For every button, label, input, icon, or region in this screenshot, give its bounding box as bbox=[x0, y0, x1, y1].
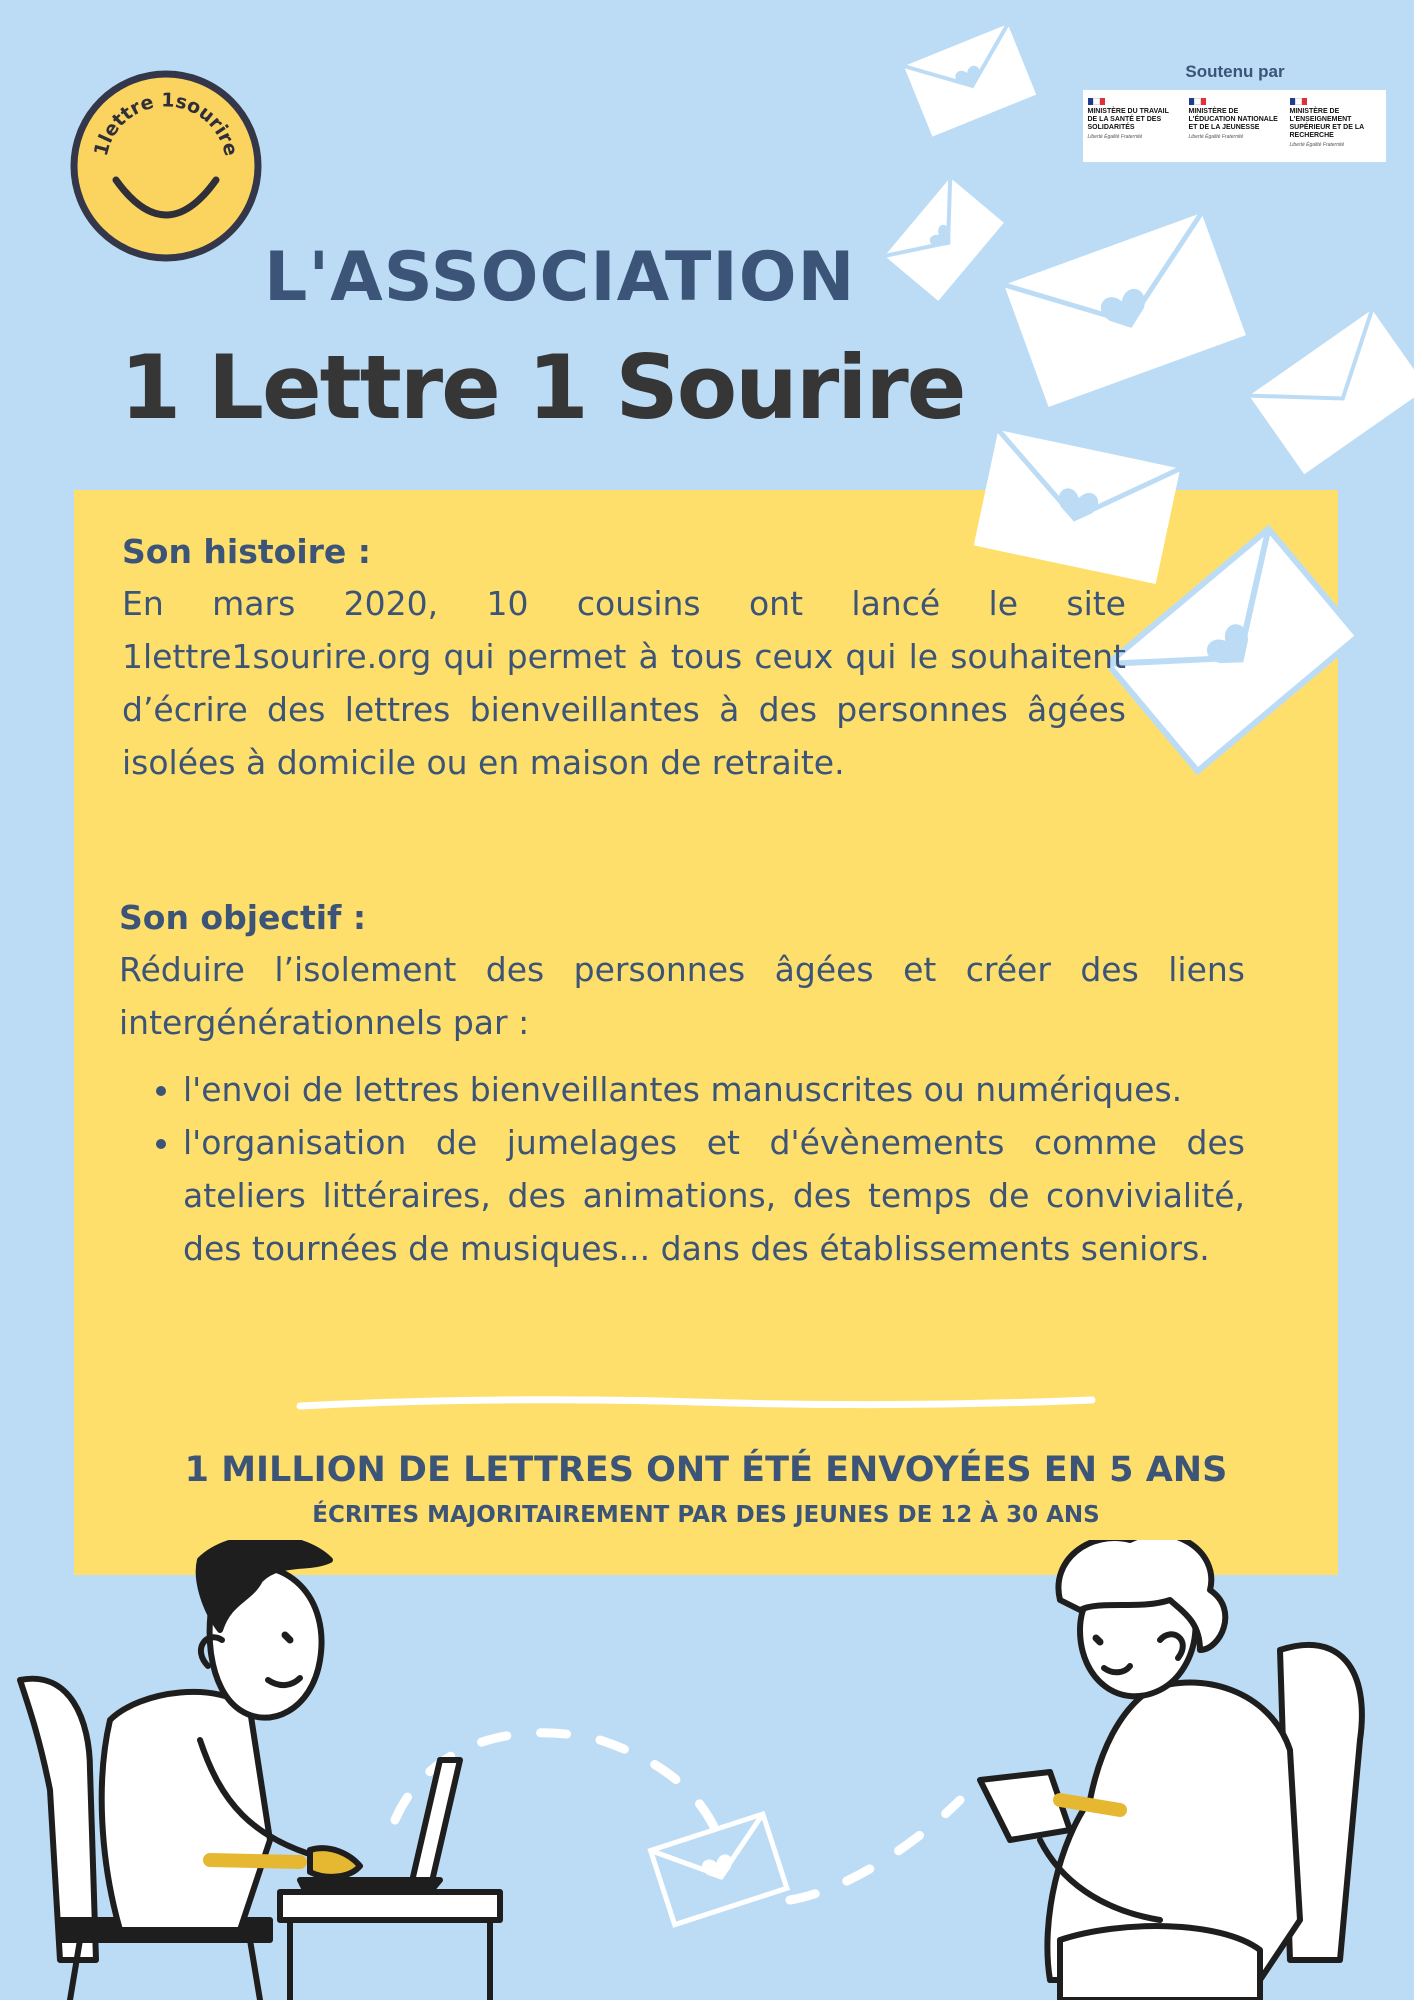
envelope-icon bbox=[990, 205, 1260, 415]
objectif-list bbox=[119, 1063, 1245, 1275]
title-association-name: 1 Lettre 1 Sourire bbox=[120, 336, 965, 439]
envelope-icon bbox=[1108, 510, 1358, 790]
logo-text: 1lettre 1sourire bbox=[89, 89, 242, 159]
envelope-icon bbox=[651, 1814, 787, 1925]
ministry-name: MINISTÈRE DE L'ÉDUCATION NATIONALE ET DE LA JEUNESSE bbox=[1188, 108, 1278, 131]
ministry-logo-education bbox=[1189, 98, 1281, 140]
elderly-woman-figure bbox=[980, 1540, 1362, 2000]
ministry-name: MINISTÈRE DU TRAVAIL DE LA SANTÉ ET DES SOLIDARITÉS bbox=[1087, 108, 1169, 131]
illustration-letter-exchange bbox=[0, 1540, 1414, 2000]
ministry-name: MINISTÈRE DE L'ENSEIGNEMENT SUPÉRIEUR ET DE LA RECHERCHE bbox=[1289, 108, 1364, 139]
ministry-logo-recherche bbox=[1290, 98, 1382, 148]
laptop-desk bbox=[280, 1760, 500, 2000]
histoire-text: En mars 2020, 10 cousins ont lancé le site 1lettre1sourire.org qui permet à tous ceux qui le souhaitent d’écrire des lettres bienveillantes à des personnes âgées isolées à domicile ou en maison de retraite. bbox=[122, 584, 1126, 782]
objectif-text: Réduire l’isolement des personnes âgées et créer des liens intergénérationnels par : bbox=[119, 950, 1245, 1042]
envelope-icon bbox=[896, 20, 1046, 140]
french-flag-icon bbox=[1088, 98, 1106, 105]
brush-underline bbox=[296, 1392, 1096, 1416]
sponsor-logos bbox=[1083, 90, 1386, 162]
association-logo bbox=[68, 68, 264, 264]
title-association: L'ASSOCIATION bbox=[264, 238, 856, 317]
french-flag-icon bbox=[1189, 98, 1207, 105]
list-item: • l'organisation de jumelages et d'évènements comme des ateliers littéraires, des animations, des temps de convivialité, des tournées de musiques... dans des établissements seniors. bbox=[183, 1116, 1245, 1275]
ministry-motto: Liberté Égalité Fraternité bbox=[1188, 134, 1244, 140]
stat-subline: ÉCRITES MAJORITAIREMENT PAR DES JEUNES DE 12 À 30 ANS bbox=[312, 1502, 1100, 1528]
ministry-motto: Liberté Égalité Fraternité bbox=[1087, 134, 1143, 140]
french-flag-icon bbox=[1290, 98, 1308, 105]
histoire-heading: Son histoire : bbox=[122, 532, 371, 571]
section-histoire bbox=[122, 527, 1126, 789]
ministry-motto: Liberté Égalité Fraternité bbox=[1289, 142, 1345, 148]
envelope-icon bbox=[1240, 300, 1414, 480]
ministry-logo-travail bbox=[1088, 98, 1180, 140]
list-item: • l'envoi de lettres bienveillantes manuscrites ou numériques. bbox=[183, 1063, 1245, 1116]
young-man-figure bbox=[20, 1540, 360, 2000]
objectif-heading: Son objectif : bbox=[119, 898, 367, 937]
sponsor-caption: Soutenu par bbox=[1185, 62, 1285, 81]
section-objectif bbox=[119, 893, 1245, 1275]
stat-headline: 1 MILLION DE LETTRES ONT ÉTÉ ENVOYÉES EN 5 ANS bbox=[184, 1450, 1228, 1490]
